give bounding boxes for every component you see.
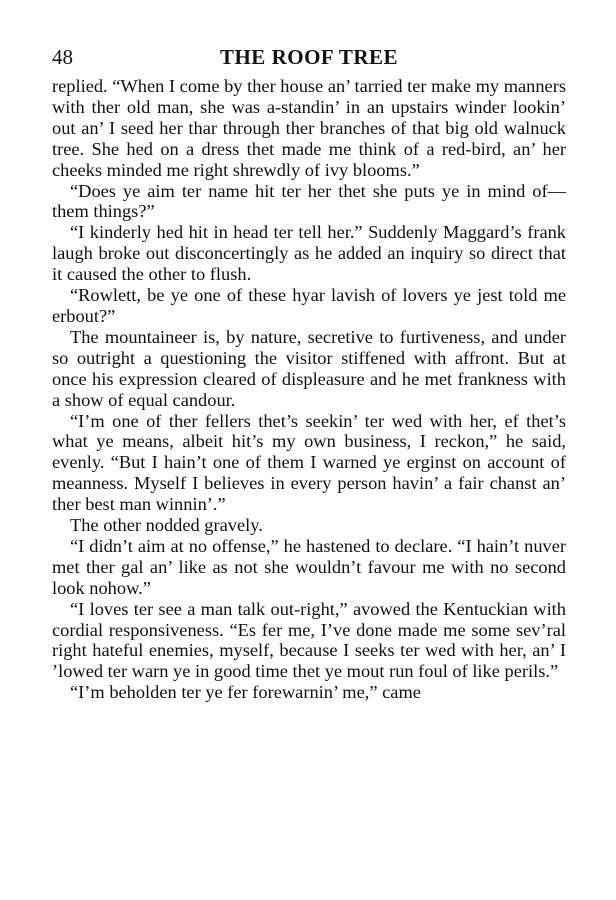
paragraph: “I’m one of ther fellers thet’s seekin’ ter wed with her, ef thet’s what ye means, albeit hit’s my own business, I reckon,” he said, evenly. “But I hain’t one of them I warned ye erginst on account of meanness. Myself I believes in every person havin’ a fair chanst an’ ther best man winnin’.” bbox=[52, 410, 566, 515]
paragraph: “Does ye aim ter name hit ter her thet she puts ye in mind of—them things?” bbox=[52, 180, 566, 222]
paragraph: The other nodded gravely. bbox=[70, 515, 263, 536]
paragraph: “Rowlett, be ye one of these hyar lavish of lovers ye jest told me erbout?” bbox=[52, 285, 566, 326]
running-title: THE ROOF TREE bbox=[219, 45, 399, 69]
page-number: 48 bbox=[52, 45, 73, 69]
paragraph-continued: “I’m beholden ter ye fer forewarnin’ me,” came bbox=[70, 682, 421, 703]
paragraph: “I loves ter see a man talk out-right,” avowed the Kentuckian with cordial responsiveness. “Es fer me, I’ve done made me some sev’ral right hateful enemies, myself, because I seeks ter wed with her, an’ I ’lowed ter warn ye in good time thet ye mout run foul of like perils.” bbox=[52, 598, 566, 682]
paragraph: “I kinderly hed hit in head ter tell her.” Suddenly Maggard’s frank laugh broke out disconcertingly as he added an inquiry so direct that it caused the other to flush. bbox=[52, 222, 566, 285]
paragraph: replied. “When I come by ther house an’ tarried ter make my manners with ther old man, she was a-standin’ in an upstairs winder lookin’ out an’ I seed her thar through ther branches of that big old walnuck tree. She hed on a dress thet made me think of a red-bird, an’ her cheeks minded me right shrewdly of ivy blooms.” bbox=[52, 76, 566, 180]
running-head bbox=[52, 44, 566, 70]
body-text bbox=[52, 76, 566, 703]
book-page bbox=[52, 44, 566, 703]
paragraph: “I didn’t aim at no offense,” he hastened to declare. “I hain’t nuver met ther gal an’ like as not she wouldn’t favour me with no second look nohow.” bbox=[52, 535, 566, 598]
paragraph: The mountaineer is, by nature, secretive to furtiveness, and under so outright a questioning the visitor stiffened with affront. But at once his expression cleared of displeasure and he met frankness with a show of equal candour. bbox=[52, 326, 566, 410]
